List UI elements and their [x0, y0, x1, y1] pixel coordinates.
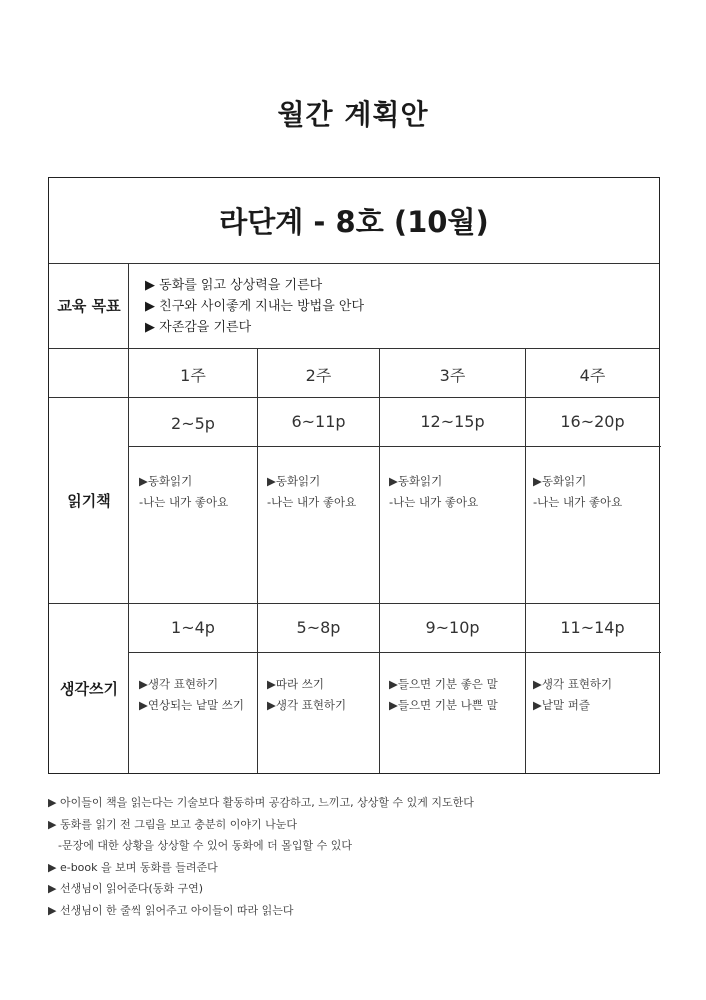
activity-line: -나는 내가 좋아요	[389, 495, 479, 509]
activity-line: ▶생각 표현하기	[533, 677, 613, 691]
week-header-3: 3주	[439, 366, 466, 385]
reading-label: 읽기책	[67, 491, 111, 510]
reading-activity-1	[139, 471, 228, 513]
level-title: 라단계 - 8호 (10월)	[219, 205, 489, 239]
goal-item: ▶ 자존감을 기른다	[145, 320, 252, 335]
activity-line: -나는 내가 좋아요	[267, 495, 357, 509]
writing-pages-3: 9~10p	[425, 618, 480, 637]
writing-activity-3	[389, 674, 498, 716]
teaching-notes	[48, 792, 668, 921]
divider	[49, 348, 659, 349]
divider	[49, 263, 659, 264]
monthly-plan-table	[48, 177, 660, 774]
reading-pages-1: 2~5p	[171, 414, 215, 433]
activity-line: ▶따라 쓰기	[267, 677, 324, 691]
activity-line: -나는 내가 좋아요	[139, 495, 229, 509]
note-item: -문장에 대한 상황을 상상할 수 있어 동화에 더 몰입할 수 있다	[58, 839, 352, 852]
note-item: ▶ 아이들이 책을 읽는다는 기술보다 활동하며 공감하고, 느끼고, 상상할 수 있게 지도한다	[48, 796, 474, 809]
activity-line: ▶들으면 기분 나쁜 말	[389, 698, 498, 712]
divider	[129, 652, 661, 653]
writing-label: 생각쓰기	[60, 679, 118, 698]
reading-pages-4: 16~20p	[560, 412, 625, 431]
reading-pages-2: 6~11p	[291, 412, 346, 431]
note-item: ▶ e-book 을 보며 동화를 들려준다	[48, 860, 218, 874]
activity-line: ▶동화읽기	[389, 474, 443, 488]
week-header-2: 2주	[305, 366, 332, 385]
note-item: ▶ 동화를 읽기 전 그림을 보고 충분히 이야기 나눈다	[48, 817, 297, 831]
reading-activity-4	[533, 471, 622, 513]
week-header-1: 1주	[180, 366, 206, 385]
writing-activity-4	[533, 674, 612, 716]
writing-pages-1: 1~4p	[171, 618, 215, 637]
activity-line: ▶생각 표현하기	[139, 677, 219, 691]
note-item: ▶ 선생님이 읽어준다(동화 구연)	[48, 882, 204, 895]
activity-line: -나는 내가 좋아요	[533, 495, 623, 509]
goal-item: ▶ 동화를 읽고 상상력을 기른다	[145, 278, 323, 293]
reading-activity-2	[267, 471, 356, 513]
goals-label: 교육 목표	[57, 297, 121, 315]
activity-line: ▶동화읽기	[267, 474, 321, 488]
reading-pages-3: 12~15p	[420, 412, 485, 431]
reading-activity-3	[389, 471, 478, 513]
activity-line: ▶동화읽기	[533, 474, 587, 488]
divider	[49, 603, 659, 604]
activity-line: ▶낱말 퍼즐	[533, 698, 590, 712]
writing-pages-2: 5~8p	[296, 618, 341, 637]
page-title: 월간 계획안	[277, 98, 429, 131]
note-item: ▶ 선생님이 한 줄씩 읽어주고 아이들이 따라 읽는다	[48, 903, 294, 917]
goal-item: ▶ 친구와 사이좋게 지내는 방법을 안다	[145, 299, 365, 314]
goals-list	[145, 275, 364, 338]
writing-activity-1	[139, 674, 244, 716]
writing-pages-4: 11~14p	[560, 618, 625, 637]
divider	[129, 446, 661, 447]
activity-line: ▶동화읽기	[139, 474, 193, 488]
activity-line: ▶연상되는 낱말 쓰기	[139, 698, 245, 712]
divider	[49, 397, 659, 398]
writing-activity-2	[267, 674, 346, 716]
activity-line: ▶들으면 기분 좋은 말	[389, 677, 498, 691]
activity-line: ▶생각 표현하기	[267, 698, 347, 712]
week-header-4: 4주	[579, 366, 606, 385]
